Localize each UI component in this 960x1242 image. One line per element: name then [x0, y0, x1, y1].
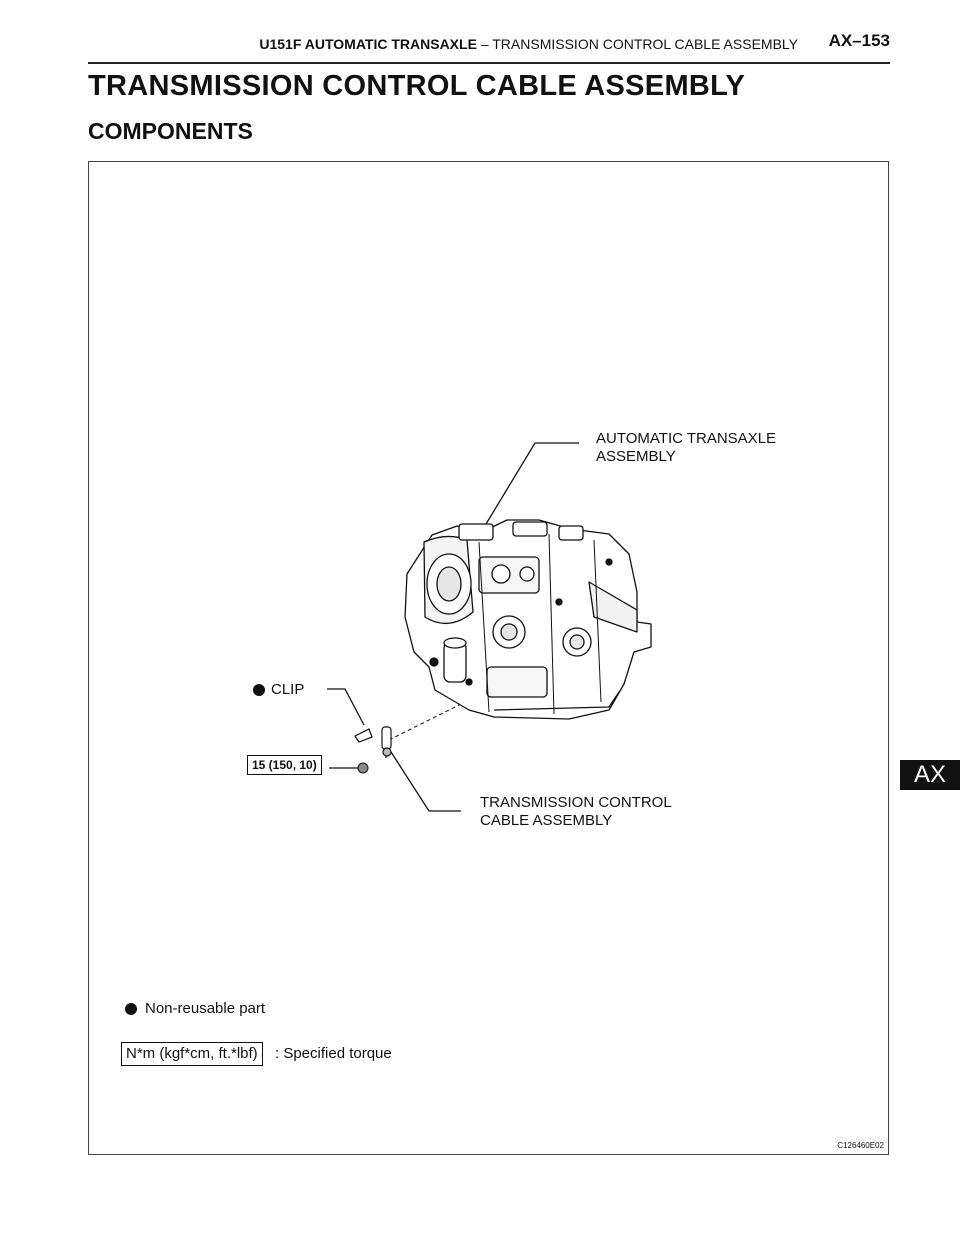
page-header [88, 28, 890, 64]
legend-torque-desc: : Specified torque [275, 1045, 392, 1062]
non-reusable-marker-icon [253, 684, 265, 696]
label-clip: CLIP [271, 681, 305, 698]
cable-dashed-line [389, 702, 465, 740]
legend-non-reusable-icon [125, 1003, 137, 1015]
label-transaxle-line2: ASSEMBLY [596, 448, 676, 465]
components-figure [88, 161, 889, 1155]
legend-torque-unit: N*m (kgf*cm, ft.*lbf) [121, 1042, 263, 1066]
label-cable-line2: CABLE ASSEMBLY [480, 812, 613, 829]
control-cable [382, 727, 391, 758]
cable-leader-line [391, 752, 461, 811]
clip-leader-line [327, 689, 364, 725]
section-tab: AX [900, 760, 960, 790]
label-transaxle-line1: AUTOMATIC TRANSAXLE [596, 430, 777, 447]
figure-code: C126460E02 [837, 1141, 884, 1150]
clip-part [355, 729, 372, 742]
header-separator: – [480, 36, 489, 52]
transaxle-leader-line [483, 443, 579, 529]
label-cable-line1: TRANSMISSION CONTROL [480, 794, 672, 811]
section-title: COMPONENTS [88, 118, 253, 144]
torque-value-box: 15 (150, 10) [247, 755, 322, 775]
legend-non-reusable: Non-reusable part [145, 1000, 266, 1017]
page-number: AX–153 [828, 31, 890, 50]
header-subsection: TRANSMISSION CONTROL CABLE ASSEMBLY [492, 36, 798, 52]
page-title: TRANSMISSION CONTROL CABLE ASSEMBLY [88, 70, 746, 102]
header-section: U151F AUTOMATIC TRANSAXLE [259, 36, 477, 52]
torque-nut [358, 763, 368, 773]
header-breadcrumb [259, 36, 798, 52]
transaxle-body [405, 520, 651, 719]
